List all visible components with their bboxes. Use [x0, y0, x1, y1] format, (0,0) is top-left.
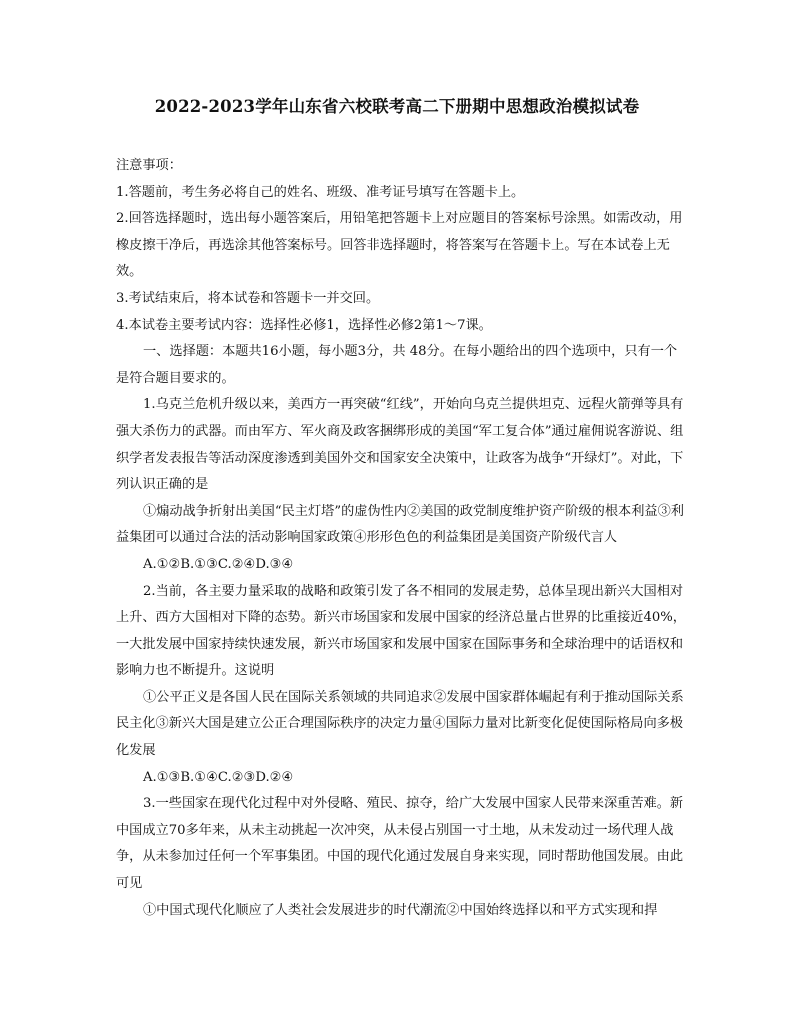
question-stem: 1.乌克兰危机升级以来，美西方一再突破“红线”，开始向乌克兰提供坦克、远程火箭弹等具有强大杀伤力的武器。而由军方、军火商及政客捆绑形成的美国“军工复合体”通过雇佣说客游说、组织学者发表报告等活动深度渗透到美国外交和国家安全决策中，让政客为战争“开绿灯”。对此，下列认识正确的是	[116, 397, 684, 493]
question-statements: ①煽动战争折射出美国“民主灯塔”的虚伪性内②美国的政党制度维护资产阶级的根本利益③利益集团可以通过合法的活动影响国家政策④形形色色的利益集团是美国资产阶级代言人	[116, 503, 684, 546]
document-title: 2022-2023学年山东省六校联考高二下册期中思想政治模拟试卷	[154, 97, 640, 116]
question-stem: 2.当前，各主要力量采取的战略和政策引发了各不相同的发展走势，总体呈现出新兴大国相对上升、西方大国相对下降的态势。新兴市场国家和发展中国家的经济总量占世界的比重接近40%，一大批发展中国家持续快速发展，新兴市场国家和发展中国家在国际事务和全球治理中的话语权和影响力也不断提升。这说明	[116, 583, 686, 679]
notes-heading: 注意事项：	[116, 158, 182, 173]
question-statements: ①中国式现代化顺应了人类社会发展进步的时代潮流②中国始终选择以和平方式实现和捍	[143, 902, 658, 918]
document-body	[116, 153, 686, 924]
note-item: 3.考试结束后，将本试卷和答题卡一并交回。	[116, 290, 380, 306]
note-item: 2.回答选择题时，选出每小题答案后，用铅笔把答题卡上对应题目的答案标号涂黑。如需改动，用橡皮擦干净后，再选涂其他答案标号。回答非选择题时，将答案写在答题卡上。写在本试卷上无效。	[116, 211, 683, 280]
question-stem: 3.一些国家在现代化过程中对外侵略、殖民、掠夺，给广大发展中国家人民带来深重苦难。新中国成立70多年来，从未主动挑起一次冲突，从未侵占别国一寸土地，从未发动过一场代理人战争，从未参加过任何一个军事集团。中国的现代化通过发展自身来实现，同时帮助他国发展。由此可见	[116, 796, 684, 892]
question-options: A.①②B.①③C.②④D.③④	[143, 556, 294, 572]
question-statements: ①公平正义是各国人民在国际关系领域的共同追求②发展中国家群体崛起有利于推动国际关系民主化③新兴大国是建立公正合理国际秩序的决定力量④国际力量对比新变化促使国际格局向多极化发展	[116, 689, 684, 759]
note-item: 4.本试卷主要考试内容：选择性必修1，选择性必修2第1～7课。	[116, 317, 492, 333]
note-item: 1.答题前，考生务必将自己的姓名、班级、准考证号填写在答题卡上。	[116, 184, 525, 200]
section-intro: 一、选择题：本题共16小题，每小题3分，共 48分。在每小题给出的四个选项中，只有一个是符合题目要求的。	[116, 344, 678, 386]
question-options: A.①③B.①④C.②③D.②④	[143, 769, 294, 785]
